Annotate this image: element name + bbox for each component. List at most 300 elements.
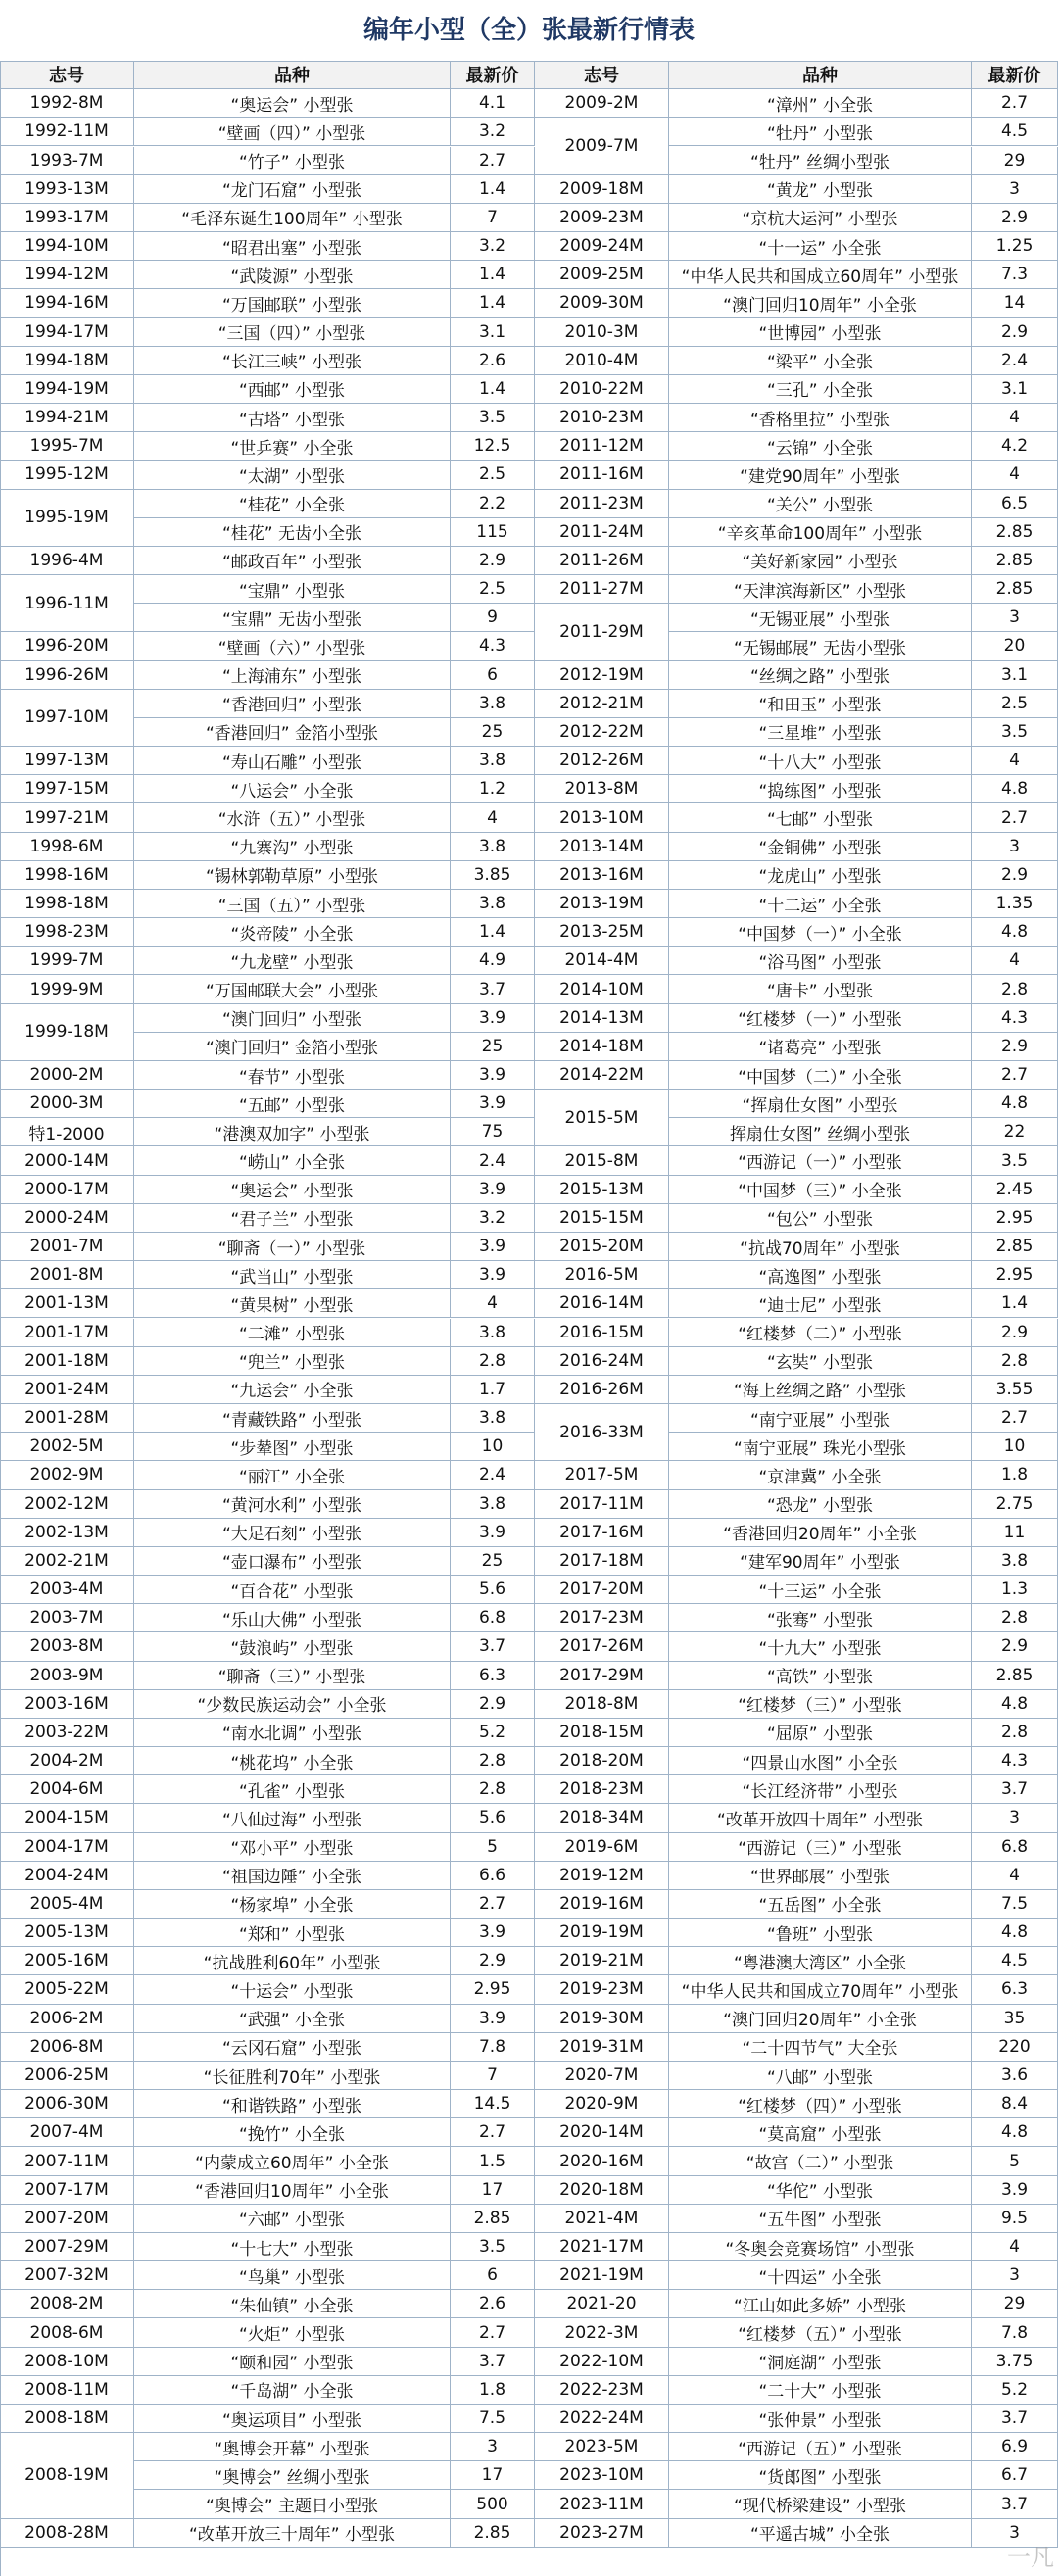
issue-number-cell: 2011-27M: [535, 575, 669, 604]
variety-cell: “壶口瀑布” 小型张: [134, 1547, 451, 1576]
price-cell: 3: [972, 2261, 1058, 2290]
variety-cell: “澳门回归10周年” 小全张: [669, 289, 972, 317]
issue-number-cell: 2013-8M: [535, 775, 669, 803]
issue-number-cell: 2001-8M: [0, 1261, 134, 1289]
issue-number-cell: 1992-8M: [0, 89, 134, 118]
price-cell: 3.9: [451, 1004, 535, 1033]
price-cell: 3.8: [451, 1319, 535, 1347]
variety-cell: “青藏铁路” 小型张: [134, 1404, 451, 1433]
price-cell: 10: [972, 1433, 1058, 1461]
issue-number-cell: 1997-15M: [0, 775, 134, 803]
variety-cell: “无锡亚展” 小型张: [669, 604, 972, 632]
price-cell: 3.8: [451, 890, 535, 918]
price-cell: 29: [972, 2290, 1058, 2318]
variety-cell: “香格里拉” 小型张: [669, 404, 972, 432]
price-cell: 3: [972, 604, 1058, 632]
price-cell: 2.95: [972, 1261, 1058, 1289]
issue-number-cell: 2017-18M: [535, 1547, 669, 1576]
price-cell: 4: [972, 461, 1058, 489]
variety-cell: “二十大” 小型张: [669, 2376, 972, 2405]
price-cell: 2.8: [972, 1347, 1058, 1376]
issue-number-cell: 2005-16M: [0, 1947, 134, 1975]
variety-cell: “丽江” 小全张: [134, 1461, 451, 1489]
price-cell: 2.8: [451, 1347, 535, 1376]
issue-number-cell: 2016-15M: [535, 1319, 669, 1347]
price-cell: 75: [451, 1118, 535, 1146]
issue-number-cell: 2000-24M: [0, 1204, 134, 1233]
price-cell: 2.8: [451, 1747, 535, 1775]
variety-cell: “桃花坞” 小全张: [134, 1747, 451, 1775]
price-cell: 2.85: [972, 1233, 1058, 1261]
variety-cell: “八仙过海” 小型张: [134, 1804, 451, 1832]
price-cell: 3.9: [451, 1176, 535, 1204]
price-cell: 6.6: [451, 1862, 535, 1890]
issue-number-cell: 1997-13M: [0, 747, 134, 775]
issue-number-cell: 2022-10M: [535, 2348, 669, 2376]
issue-number-cell: 1992-11M: [0, 118, 134, 146]
issue-number-cell: 2022-24M: [535, 2405, 669, 2433]
price-cell: 2.95: [972, 1204, 1058, 1233]
issue-number-cell: 2016-14M: [535, 1289, 669, 1318]
price-cell: 4.8: [972, 918, 1058, 947]
variety-cell: “美好新家园” 小型张: [669, 547, 972, 575]
price-cell: 3.9: [451, 1519, 535, 1547]
issue-number-cell: 2008-19M: [0, 2433, 134, 2519]
issue-number-cell: 2011-29M: [535, 604, 669, 660]
issue-number-cell: 2010-22M: [535, 375, 669, 404]
variety-cell: “中国梦（二）” 小全张: [669, 1061, 972, 1090]
issue-number-cell: 2012-22M: [535, 718, 669, 747]
issue-number-cell: 2000-2M: [0, 1061, 134, 1090]
price-cell: 2.4: [451, 1146, 535, 1175]
price-cell: 220: [972, 2033, 1058, 2062]
variety-cell: “包公” 小型张: [669, 1204, 972, 1233]
price-cell: 4.3: [972, 1004, 1058, 1033]
variety-cell: “八邮” 小型张: [669, 2062, 972, 2090]
variety-cell: “红楼梦（五）” 小型张: [669, 2318, 972, 2347]
price-cell: 2.9: [972, 861, 1058, 890]
price-cell: 3: [972, 1804, 1058, 1832]
issue-number-cell: 2011-24M: [535, 518, 669, 547]
variety-cell: “兜兰” 小型张: [134, 1347, 451, 1376]
price-cell: 2.7: [451, 2318, 535, 2347]
variety-cell: “昭君出塞” 小型张: [134, 232, 451, 261]
variety-cell: “香港回归” 金箔小型张: [134, 718, 451, 747]
variety-cell: “九龙壁” 小型张: [134, 947, 451, 975]
price-cell: 4.1: [451, 89, 535, 118]
issue-number-cell: 2014-10M: [535, 975, 669, 1003]
price-cell: 7.3: [972, 261, 1058, 289]
price-cell: 7.8: [451, 2033, 535, 2062]
variety-cell: “西游记（一）” 小型张: [669, 1146, 972, 1175]
price-cell: 29: [972, 147, 1058, 175]
issue-number-cell: 2018-34M: [535, 1804, 669, 1832]
price-cell: 3.2: [451, 118, 535, 146]
variety-cell: “五牛图” 小型张: [669, 2205, 972, 2233]
variety-cell: “唐卡” 小型张: [669, 975, 972, 1003]
column-header-latest-price: 最新价: [972, 61, 1058, 89]
issue-number-cell: 2008-10M: [0, 2348, 134, 2376]
issue-number-cell: 2016-5M: [535, 1261, 669, 1289]
issue-number-cell: 2021-17M: [535, 2233, 669, 2261]
price-cell: 1.3: [972, 1576, 1058, 1604]
price-cell: 3.9: [451, 1261, 535, 1289]
issue-number-cell: 2014-22M: [535, 1061, 669, 1090]
price-cell: 2.7: [972, 803, 1058, 832]
issue-number-cell: 2009-18M: [535, 175, 669, 204]
issue-number-cell: 2011-26M: [535, 547, 669, 575]
variety-cell: “寿山石雕” 小型张: [134, 747, 451, 775]
issue-number-cell: 1999-7M: [0, 947, 134, 975]
price-cell: 4.9: [451, 947, 535, 975]
variety-cell: “十九大” 小型张: [669, 1632, 972, 1661]
price-cell: 3: [972, 2519, 1058, 2548]
issue-number-cell: 1993-13M: [0, 175, 134, 204]
price-cell: 4.3: [972, 1747, 1058, 1775]
price-cell: 6.5: [972, 490, 1058, 518]
variety-cell: “武强” 小全张: [134, 2005, 451, 2033]
variety-cell: “红楼梦（三）” 小型张: [669, 1690, 972, 1719]
price-cell: 1.4: [451, 175, 535, 204]
issue-number-cell: 2018-15M: [535, 1719, 669, 1747]
issue-number-cell: 1993-17M: [0, 204, 134, 232]
variety-cell: “七邮” 小型张: [669, 803, 972, 832]
variety-cell: “南宁亚展” 小型张: [669, 1404, 972, 1433]
price-cell: 2.4: [972, 347, 1058, 375]
variety-cell: “浴马图” 小型张: [669, 947, 972, 975]
variety-cell: “建党90周年” 小型张: [669, 461, 972, 489]
issue-number-cell: 2019-21M: [535, 1947, 669, 1975]
variety-cell: “奥博会开幕” 小型张: [134, 2433, 451, 2461]
variety-cell: “西邮” 小型张: [134, 375, 451, 404]
variety-cell: “二滩” 小型张: [134, 1319, 451, 1347]
variety-cell: “鸟巢” 小型张: [134, 2261, 451, 2290]
price-cell: 1.4: [451, 375, 535, 404]
variety-cell: “九运会” 小全张: [134, 1376, 451, 1404]
issue-number-cell: 2012-21M: [535, 690, 669, 718]
price-cell: 6.9: [972, 2433, 1058, 2461]
price-cell: 3.8: [972, 1547, 1058, 1576]
price-cell: 2.9: [972, 1632, 1058, 1661]
issue-number-cell: 2019-16M: [535, 1890, 669, 1919]
variety-cell: “祖国边陲” 小全张: [134, 1862, 451, 1890]
price-cell: 4: [972, 404, 1058, 432]
price-cell: 1.4: [451, 261, 535, 289]
price-cell: 8.4: [972, 2090, 1058, 2118]
price-cell: 6.7: [972, 2461, 1058, 2490]
price-cell: 3.6: [972, 2062, 1058, 2090]
page-title: 编年小型（全）张最新行情表: [362, 16, 695, 45]
variety-cell: “十一运” 小全张: [669, 232, 972, 261]
watermark: 一凡: [1007, 2544, 1054, 2571]
variety-cell: “香港回归” 小型张: [134, 690, 451, 718]
issue-number-cell: 特1-2000: [0, 1118, 134, 1146]
issue-number-cell: 2022-23M: [535, 2376, 669, 2405]
variety-cell: “桂花” 无齿小全张: [134, 518, 451, 547]
issue-number-cell: 2019-6M: [535, 1833, 669, 1862]
issue-number-cell: 2005-13M: [0, 1919, 134, 1947]
variety-cell: “郑和” 小型张: [134, 1919, 451, 1947]
price-cell: 2.85: [972, 1662, 1058, 1690]
issue-number-cell: 2013-14M: [535, 833, 669, 861]
issue-number-cell: 2014-13M: [535, 1004, 669, 1033]
issue-number-cell: 2007-4M: [0, 2118, 134, 2147]
variety-cell: “建军90周年” 小型张: [669, 1547, 972, 1576]
price-cell: 4: [451, 1289, 535, 1318]
column-header-issue-number: 志号: [535, 61, 669, 89]
price-cell: 2.9: [972, 318, 1058, 347]
variety-cell: “长江三峡” 小型张: [134, 347, 451, 375]
price-cell: 3.1: [451, 318, 535, 347]
variety-cell: “关公” 小型张: [669, 490, 972, 518]
variety-cell: “三国（四）” 小型张: [134, 318, 451, 347]
variety-cell: “京津冀” 小全张: [669, 1461, 972, 1489]
variety-cell: “锡林郭勒草原” 小型张: [134, 861, 451, 890]
price-cell: 1.35: [972, 890, 1058, 918]
issue-number-cell: 1994-10M: [0, 232, 134, 261]
issue-number-cell: 1999-18M: [0, 1004, 134, 1061]
issue-number-cell: 2009-2M: [535, 89, 669, 118]
price-cell: 2.8: [972, 1719, 1058, 1747]
issue-number-cell: 2011-16M: [535, 461, 669, 489]
variety-cell: “牡丹” 丝绸小型张: [669, 147, 972, 175]
price-cell: 3.9: [451, 1090, 535, 1118]
variety-cell: “步辇图” 小型张: [134, 1433, 451, 1461]
issue-number-cell: 2002-13M: [0, 1519, 134, 1547]
variety-cell: “奥博会” 主题日小型张: [134, 2490, 451, 2518]
issue-number-cell: 2001-28M: [0, 1404, 134, 1433]
price-cell: 3: [451, 2433, 535, 2461]
issue-number-cell: 2006-30M: [0, 2090, 134, 2118]
variety-cell: “粤港澳大湾区” 小全张: [669, 1947, 972, 1975]
issue-number-cell: 2016-24M: [535, 1347, 669, 1376]
variety-cell: “三星堆” 小型张: [669, 718, 972, 747]
variety-cell: “百合花” 小型张: [134, 1576, 451, 1604]
price-cell: 6.8: [972, 1833, 1058, 1862]
variety-cell: “挥扇仕女图” 小型张: [669, 1090, 972, 1118]
issue-number-cell: 2021-20: [535, 2290, 669, 2318]
variety-cell: “长征胜利70年” 小型张: [134, 2062, 451, 2090]
price-cell: 1.4: [451, 918, 535, 947]
price-cell: 4: [972, 1862, 1058, 1890]
variety-cell: “乐山大佛” 小型张: [134, 1604, 451, 1632]
price-cell: 2.6: [451, 347, 535, 375]
issue-number-cell: 2014-18M: [535, 1033, 669, 1061]
price-cell: 3.9: [451, 2005, 535, 2033]
variety-cell: “竹子” 小型张: [134, 147, 451, 175]
price-cell: 2.9: [972, 204, 1058, 232]
price-cell: 9.5: [972, 2205, 1058, 2233]
issue-number-cell: 2001-24M: [0, 1376, 134, 1404]
variety-cell: “玄奘” 小型张: [669, 1347, 972, 1376]
issue-number-cell: 2000-3M: [0, 1090, 134, 1118]
issue-number-cell: 2017-29M: [535, 1662, 669, 1690]
issue-number-cell: 2015-20M: [535, 1233, 669, 1261]
issue-number-cell: 2013-19M: [535, 890, 669, 918]
issue-number-cell: 2023-10M: [535, 2461, 669, 2490]
price-cell: 4.5: [972, 118, 1058, 146]
issue-number-cell: 2008-2M: [0, 2290, 134, 2318]
variety-cell: “恐龙” 小型张: [669, 1490, 972, 1519]
issue-number-cell: 2019-23M: [535, 1975, 669, 2004]
variety-cell: “无锡邮展” 无齿小型张: [669, 632, 972, 660]
issue-number-cell: 2010-4M: [535, 347, 669, 375]
variety-cell: “高铁” 小型张: [669, 1662, 972, 1690]
variety-cell: “中华人民共和国成立60周年” 小型张: [669, 261, 972, 289]
variety-cell: “世博园” 小型张: [669, 318, 972, 347]
price-cell: 3.5: [451, 2233, 535, 2261]
variety-cell: “南宁亚展” 珠光小型张: [669, 1433, 972, 1461]
variety-cell: “三国（五）” 小型张: [134, 890, 451, 918]
price-cell: 3.7: [451, 1632, 535, 1661]
variety-cell: “杨家埠” 小全张: [134, 1890, 451, 1919]
variety-cell: “古塔” 小型张: [134, 404, 451, 432]
variety-cell: “诸葛亮” 小型张: [669, 1033, 972, 1061]
issue-number-cell: 2006-25M: [0, 2062, 134, 2090]
price-cell: 6: [451, 2261, 535, 2290]
issue-number-cell: 2007-11M: [0, 2147, 134, 2175]
price-cell: 2.7: [972, 1061, 1058, 1090]
variety-cell: “武陵源” 小型张: [134, 261, 451, 289]
variety-cell: “黄果树” 小型张: [134, 1289, 451, 1318]
variety-cell: “十八大” 小型张: [669, 747, 972, 775]
issue-number-cell: 2004-6M: [0, 1775, 134, 1804]
issue-number-cell: 2000-14M: [0, 1146, 134, 1175]
price-cell: 4.8: [972, 1090, 1058, 1118]
issue-number-cell: 2008-18M: [0, 2405, 134, 2433]
issue-number-cell: 2019-19M: [535, 1919, 669, 1947]
variety-cell: “上海浦东” 小型张: [134, 661, 451, 690]
price-cell: 2.85: [451, 2205, 535, 2233]
price-cell: 2.5: [451, 575, 535, 604]
price-cell: 4.3: [451, 632, 535, 660]
issue-number-cell: 1994-21M: [0, 404, 134, 432]
issue-number-cell: 1998-18M: [0, 890, 134, 918]
price-cell: 3.75: [972, 2348, 1058, 2376]
variety-cell: “水浒（五）” 小型张: [134, 803, 451, 832]
variety-cell: “冬奥会竞赛场馆” 小型张: [669, 2233, 972, 2261]
variety-cell: “红楼梦（二）” 小型张: [669, 1319, 972, 1347]
variety-cell: “邓小平” 小型张: [134, 1833, 451, 1862]
price-cell: 2.7: [972, 1404, 1058, 1433]
issue-number-cell: 1993-7M: [0, 147, 134, 175]
variety-cell: “香港回归20周年” 小全张: [669, 1519, 972, 1547]
variety-cell: “迪士尼” 小型张: [669, 1289, 972, 1318]
issue-number-cell: 2020-9M: [535, 2090, 669, 2118]
variety-cell: “龙门石窟” 小型张: [134, 175, 451, 204]
price-cell: 1.8: [451, 2376, 535, 2405]
variety-cell: “张骞” 小型张: [669, 1604, 972, 1632]
price-cell: 3.1: [972, 375, 1058, 404]
issue-number-cell: 2020-18M: [535, 2176, 669, 2205]
column-header-latest-price: 最新价: [451, 61, 535, 89]
price-cell: 5.2: [451, 1719, 535, 1747]
price-cell: 4: [451, 803, 535, 832]
variety-cell: “云锦” 小全张: [669, 432, 972, 461]
issue-number-cell: 2008-28M: [0, 2519, 134, 2548]
variety-cell: “壁画（六）” 小型张: [134, 632, 451, 660]
price-cell: 5.6: [451, 1804, 535, 1832]
issue-number-cell: 1994-19M: [0, 375, 134, 404]
variety-cell: “十七大” 小型张: [134, 2233, 451, 2261]
price-cell: 3.7: [451, 2348, 535, 2376]
price-cell: 5: [972, 2147, 1058, 2175]
price-cell: 2.9: [972, 1319, 1058, 1347]
variety-cell: “高逸图” 小型张: [669, 1261, 972, 1289]
variety-cell: “货郎图” 小型张: [669, 2461, 972, 2490]
price-cell: 3.2: [451, 1204, 535, 1233]
price-cell: 3.1: [972, 661, 1058, 690]
issue-number-cell: 2017-23M: [535, 1604, 669, 1632]
price-cell: 3: [972, 175, 1058, 204]
price-cell: 3.8: [451, 1490, 535, 1519]
price-cell: 2.7: [451, 1890, 535, 1919]
issue-number-cell: 2021-4M: [535, 2205, 669, 2233]
issue-number-cell: 2004-2M: [0, 1747, 134, 1775]
issue-number-cell: 2005-4M: [0, 1890, 134, 1919]
variety-cell: “和田玉” 小型张: [669, 690, 972, 718]
price-cell: 6.3: [451, 1662, 535, 1690]
variety-cell: “火炬” 小型张: [134, 2318, 451, 2347]
price-cell: 2.8: [451, 1775, 535, 1804]
issue-number-cell: 2001-13M: [0, 1289, 134, 1318]
issue-number-cell: 2007-32M: [0, 2261, 134, 2290]
price-cell: 7.8: [972, 2318, 1058, 2347]
price-cell: 4.2: [972, 432, 1058, 461]
price-cell: 3.9: [451, 1233, 535, 1261]
issue-number-cell: 1994-18M: [0, 347, 134, 375]
issue-number-cell: 2005-22M: [0, 1975, 134, 2004]
issue-number-cell: 2016-26M: [535, 1376, 669, 1404]
price-cell: 3.55: [972, 1376, 1058, 1404]
price-cell: 3.2: [451, 232, 535, 261]
issue-number-cell: 1995-7M: [0, 432, 134, 461]
issue-number-cell: 2017-26M: [535, 1632, 669, 1661]
issue-number-cell: 2003-16M: [0, 1690, 134, 1719]
issue-number-cell: 2019-31M: [535, 2033, 669, 2062]
price-cell: 2.2: [451, 490, 535, 518]
issue-number-cell: 2001-17M: [0, 1319, 134, 1347]
issue-number-cell: 2017-11M: [535, 1490, 669, 1519]
issue-number-cell: 2020-7M: [535, 2062, 669, 2090]
variety-cell: “澳门回归” 小型张: [134, 1004, 451, 1033]
price-cell: 2.7: [451, 2118, 535, 2147]
issue-number-cell: 2023-27M: [535, 2519, 669, 2548]
price-cell: 2.9: [451, 1947, 535, 1975]
variety-cell: “现代桥梁建设” 小型张: [669, 2490, 972, 2518]
price-cell: 3.8: [451, 690, 535, 718]
price-cell: 4.5: [972, 1947, 1058, 1975]
price-cell: 12.5: [451, 432, 535, 461]
variety-cell: “聊斋（三）” 小型张: [134, 1662, 451, 1690]
column-header-issue-number: 志号: [0, 61, 134, 89]
issue-number-cell: 2017-20M: [535, 1576, 669, 1604]
variety-cell: “崂山” 小全张: [134, 1146, 451, 1175]
column-header-variety: 品种: [134, 61, 451, 89]
price-cell: 4: [972, 947, 1058, 975]
price-cell: 17: [451, 2176, 535, 2205]
price-cell: 7: [451, 2062, 535, 2090]
variety-cell: “万国邮联” 小型张: [134, 289, 451, 317]
price-cell: 6.8: [451, 1604, 535, 1632]
variety-cell: “十二运” 小全张: [669, 890, 972, 918]
column-header-variety: 品种: [669, 61, 972, 89]
price-cell: 4.8: [972, 2118, 1058, 2147]
variety-cell: “洞庭湖” 小型张: [669, 2348, 972, 2376]
variety-cell: “漳州” 小全张: [669, 89, 972, 118]
issue-number-cell: 1995-12M: [0, 461, 134, 489]
variety-cell: “武当山” 小型张: [134, 1261, 451, 1289]
